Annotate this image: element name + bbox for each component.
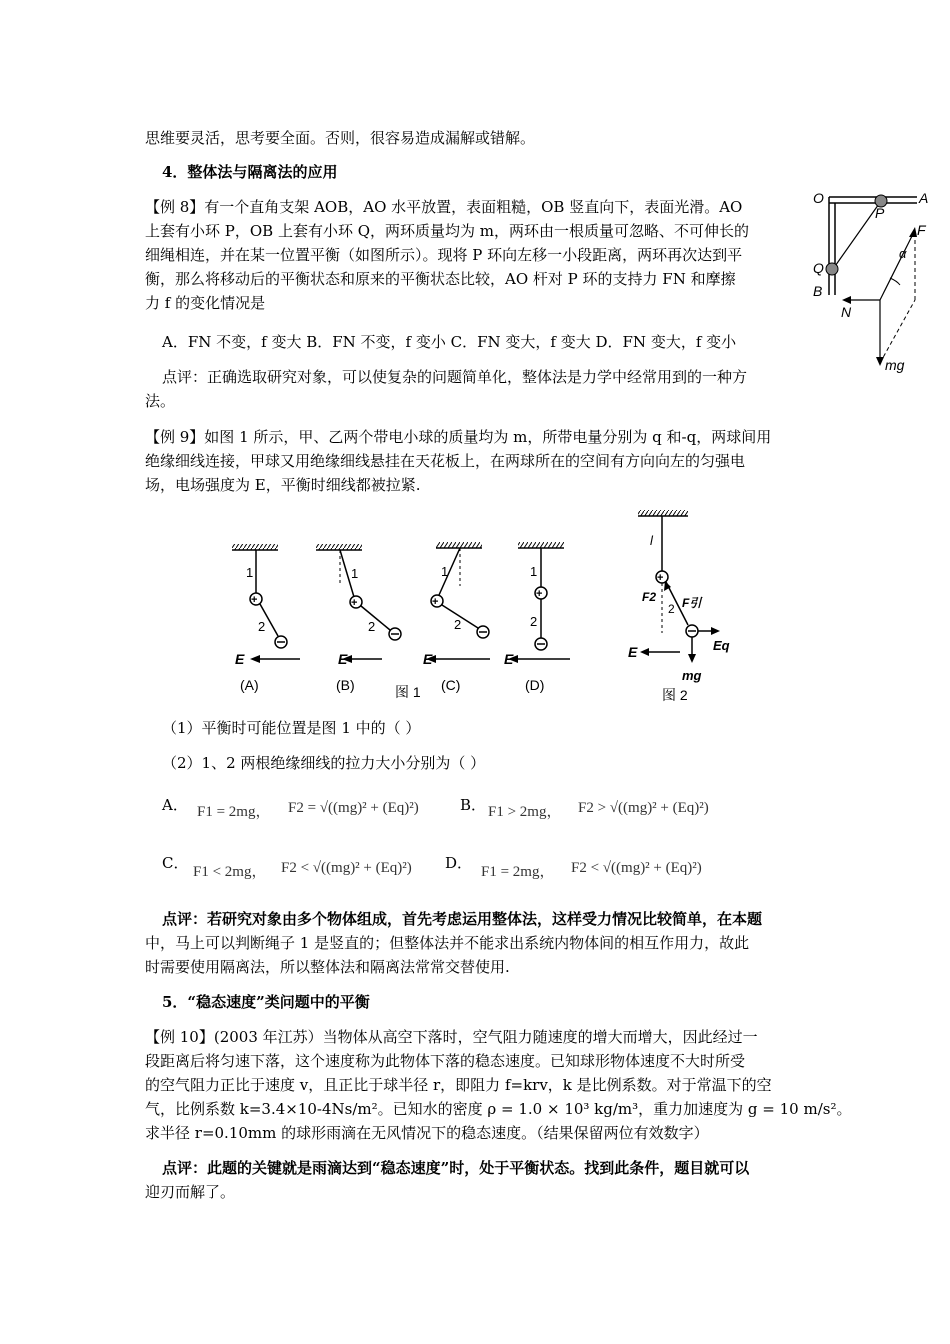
ex8-figure [805, 185, 935, 380]
ex8-line-3: 细绳相连，并在某一位置平衡（如图所示）。现将 P 环向左移一小段距离，两环再次达到平 [145, 246, 743, 264]
ex8-line-1: 【例 8】有一个直角支架 AOB，AO 水平放置，表面粗糙，OB 竖直向下，表面光滑。AO [145, 198, 743, 216]
ex9-question-2: （2）1、2 两根绝缘细线的拉力大小分别为（ ） [162, 754, 486, 772]
fig2-label-fyin: F引 [682, 596, 702, 610]
section-4-title: 4．整体法与隔离法的应用 [162, 163, 338, 181]
d-label-1: 1 [530, 564, 538, 579]
a-label-2: 2 [258, 619, 266, 634]
b-label-1: 1 [351, 566, 359, 581]
option-c-f1: F1 < 2mg， [193, 864, 267, 880]
ex10-comment-1: 点评：此题的关键就是雨滴达到“稳态速度”时，处于平衡状态。找到此条件，题目就可以 [162, 1159, 750, 1177]
ex9-figure-1 [220, 530, 580, 705]
ex10-line-1: 【例 10】(2003 年江苏）当物体从高空下落时，空气阻力随速度的增大而增大，因此经过一 [145, 1028, 758, 1046]
ex9-line-2: 绝缘细线连接，甲球又用绝缘细线悬挂在天花板上，在两球所在的空间有方向向左的匀强电 [145, 452, 746, 470]
intro-line: 思维要灵活，思考要全面。否则，很容易造成漏解或错解。 [145, 129, 536, 147]
option-d-letter: D． [445, 854, 473, 872]
label-b: B [813, 283, 823, 299]
label-a: A [919, 190, 929, 206]
panel-a [232, 544, 300, 693]
fig2-label-mg: mg [682, 668, 702, 683]
option-b-letter: B． [460, 796, 487, 814]
ex10-comment-2: 迎刃而解了。 [145, 1183, 236, 1201]
label-mg: mg [885, 357, 905, 373]
b-caption: (B) [336, 677, 355, 693]
fig2-label-l: l [650, 533, 653, 548]
ex8-line-2: 上套有小环 P，OB 上套有小环 Q，两环质量均为 m，两环由一根质量可忽略、不可伸长的 [145, 222, 750, 240]
svg-text:+: + [251, 594, 258, 606]
fig2-label-e: E [628, 644, 638, 660]
ex10-line-4: 气，比例系数 k=3.4×10-4Ns/m²。已知水的密度 ρ = 1.0 × 10³ kg/m³，重力加速度为 g = 10 m/s²。 [145, 1100, 852, 1118]
ex8-comment-1: 点评：正确选取研究对象，可以使复杂的问题简单化，整体法是力学中经常用到的一种方 [162, 368, 748, 386]
ex9-question-1: （1）平衡时可能位置是图 1 中的（ ） [162, 719, 421, 737]
option-d-f1: F1 = 2mg， [481, 864, 555, 880]
fig2-label-2: 2 [668, 602, 675, 616]
b-label-e: E [338, 651, 348, 667]
svg-text:+: + [536, 588, 543, 600]
ex9-comment-3: 时需要使用隔离法，所以整体法和隔离法常常交替使用. [145, 958, 510, 976]
ex9-comment-2: 中，马上可以判断绳子 1 是竖直的；但整体法并不能求出系统内物体间的相互作用力，故此 [145, 934, 750, 952]
b-label-2: 2 [368, 619, 376, 634]
panel-b [316, 544, 401, 693]
label-p: P [875, 205, 885, 221]
a-label-1: 1 [246, 565, 254, 580]
option-a-f1: F1 = 2mg， [197, 804, 271, 820]
ex8-options: A．FN 不变，f 变大 B．FN 不变，f 变小 C．FN 变大，f 变大 D．FN 变大，f 变小 [162, 333, 737, 351]
fig2-label-f2: F2 [642, 590, 657, 604]
label-n: N [841, 304, 852, 320]
d-label-2: 2 [530, 614, 538, 629]
panel-d [504, 542, 570, 693]
ex9-comment-1: 点评：若研究对象由多个物体组成，首先考虑运用整体法，这样受力情况比较简单，在本题 [162, 910, 763, 928]
ex10-line-5: 求半径 r=0.10mm 的球形雨滴在无风情况下的稳态速度。（结果保留两位有效数字） [145, 1124, 709, 1142]
option-c-letter: C． [162, 854, 189, 872]
svg-text:+: + [351, 597, 358, 609]
c-caption: (C) [441, 677, 461, 693]
ex10-line-3: 的空气阻力正比于速度 v，且正比于球半径 r，即阻力 f=krv，k 是比例系数。对于常温下的空 [145, 1076, 772, 1094]
fig1-caption: 图 1 [395, 684, 421, 700]
panel-c [423, 542, 490, 693]
a-label-e: E [235, 651, 245, 667]
ex8-line-4: 衡，那么将移动后的平衡状态和原来的平衡状态比较，AO 杆对 P 环的支持力 FN 和摩擦 [145, 270, 736, 288]
d-caption: (D) [525, 677, 545, 693]
d-label-e: E [504, 651, 514, 667]
ex8-comment-2: 法。 [145, 392, 176, 410]
svg-text:+: + [432, 596, 439, 608]
label-alpha: α [899, 246, 907, 261]
svg-text:+: + [657, 572, 664, 584]
option-b-f2: F2 > √((mg)² + (Eq)²) [578, 800, 709, 816]
label-q: Q [813, 260, 824, 276]
a-caption: (A) [240, 677, 259, 693]
option-d-f2: F2 < √((mg)² + (Eq)²) [571, 860, 702, 876]
ex9-line-3: 场，电场强度为 E，平衡时细线都被拉紧. [145, 476, 421, 494]
ex9-line-1: 【例 9】如图 1 所示，甲、乙两个带电小球的质量均为 m，所带电量分别为 q 和-q，两球间用 [145, 428, 772, 446]
option-a-f2: F2 = √((mg)² + (Eq)²) [288, 800, 419, 816]
fig2-label-eq: Eq [713, 638, 730, 653]
c-label-f: E [423, 651, 433, 667]
c-label-1: 1 [441, 564, 449, 579]
c-label-2: 2 [454, 617, 462, 632]
option-a-letter: A． [162, 796, 188, 814]
ex8-line-5: 力 f 的变化情况是 [145, 294, 266, 312]
label-f: F [917, 222, 926, 238]
option-c-f2: F2 < √((mg)² + (Eq)²) [281, 860, 412, 876]
ex9-figure-2 [620, 505, 750, 705]
fig2-caption: 图 2 [662, 687, 688, 703]
ex10-line-2: 段距离后将匀速下落，这个速度称为此物体下落的稳态速度。已知球形物体速度不大时所受 [145, 1052, 746, 1070]
label-o: O [813, 190, 824, 206]
section-5-title: 5．“稳态速度”类问题中的平衡 [162, 993, 370, 1011]
option-b-f1: F1 > 2mg， [488, 804, 562, 820]
